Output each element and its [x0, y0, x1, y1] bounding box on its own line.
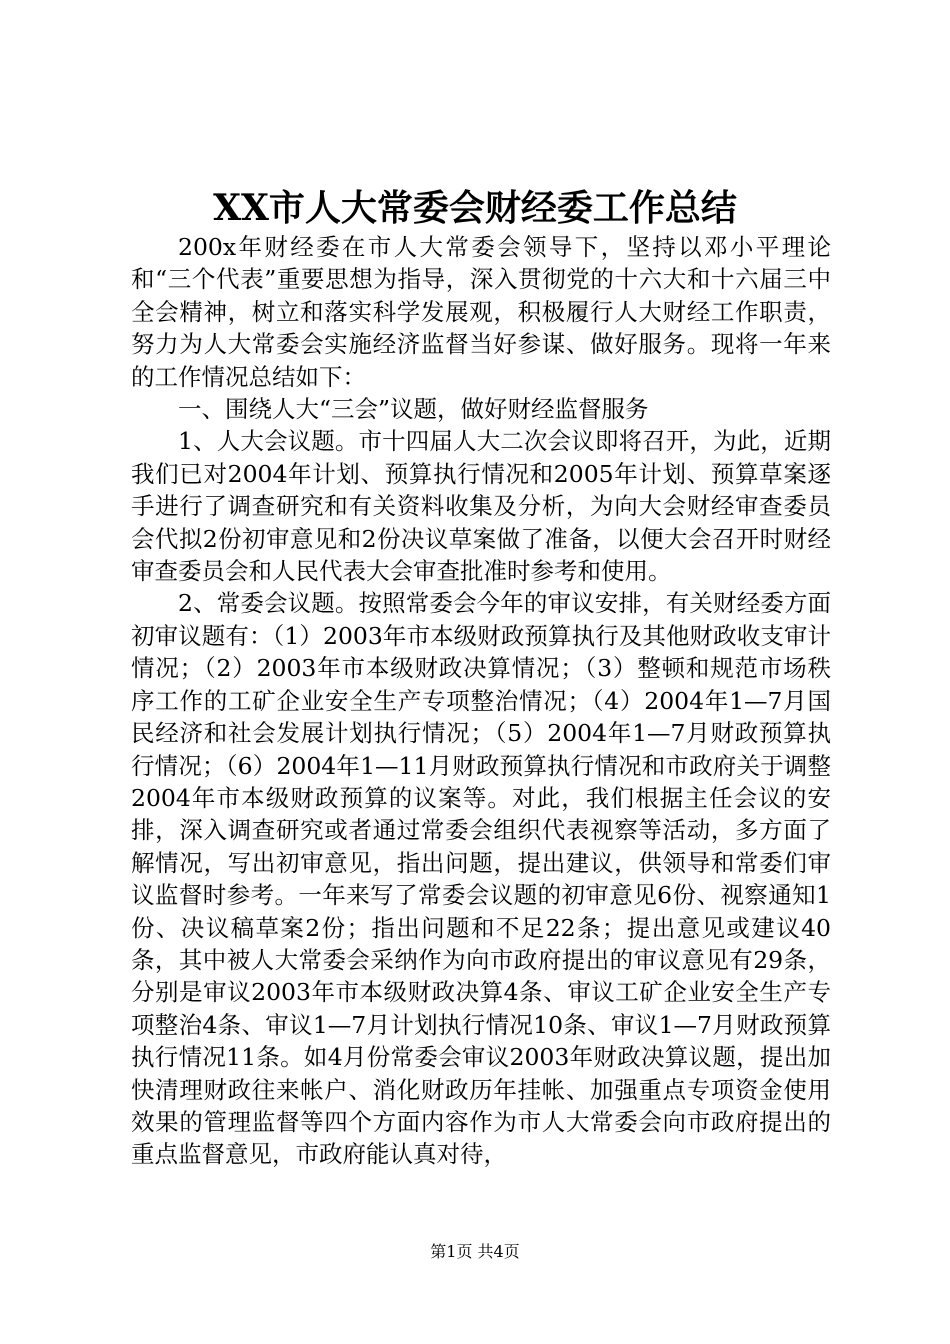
document-title: XX市人大常委会财经委工作总结	[213, 187, 737, 229]
section-heading-1: 一、围绕人大“三会”议题，做好财经监督服务	[178, 395, 649, 424]
paragraph-npc-agenda: 1、人大会议题。市十四届人大二次会议即将召开，为此，近期我们已对2004年计划、预算执行情况和2005年计划、预算草案逐手进行了调查研究和有关资料收集及分析，为向大会财经审查委员会代拟2份初审意见和2份决议草案做了准备，以便大会召开时财经审查委员会和人民代表大会审查批准时参考和使用。	[131, 427, 831, 586]
paragraph-standing-committee-agenda: 2、常委会议题。按照常委会今年的审议安排，有关财经委方面初审议题有：（1）2003年市本级财政预算执行及其他财政收支审计情况；（2）2003年市本级财政决算情况；（3）整顿和规范市场秩序工作的工矿企业安全生产专项整治情况；（4）2004年1—7月国民经济和社会发展计划执行情况；（5）2004年1—7月财政预算执行情况；（6）2004年1—11月财政预算执行情况和市政府关于调整2004年市本级财政预算的议案等。对此，我们根据主任会议的安排，深入调查研究或者通过常委会组织代表视察等活动，多方面了解情况，写出初审意见，指出问题，提出建议，供领导和常委们审议监督时参考。一年来写了常委会议题的初审意见6份、视察通知1份、决议稿草案2份；指出问题和不足22条；提出意见或建议40条，其中被人大常委会采纳作为向市政府提出的审议意见有29条，分别是审议2003年市本级财政决算4条、审议工矿企业安全生产专项整治4条、审议1—7月计划执行情况10条、审议1—7月财政预算执行情况11条。如4月份常委会审议2003年财政决算议题，提出加快清理财政往来帐户、消化财政历年挂帐、加强重点专项资金使用效果的管理监督等四个方面内容作为市人大常委会向市政府提出的重点监督意见，市政府能认真对待，	[131, 589, 831, 1169]
paragraph-intro: 200x年财经委在市人大常委会领导下，坚持以邓小平理论和“三个代表”重要思想为指导，深入贯彻党的十六大和十六届三中全会精神，树立和落实科学发展观，积极履行人大财经工作职责，努力为人大常委会实施经济监督当好参谋、做好服务。现将一年来的工作情况总结如下：	[131, 233, 831, 391]
document-body	[131, 231, 831, 1171]
page-footer: 第1页 共4页	[430, 1242, 520, 1261]
